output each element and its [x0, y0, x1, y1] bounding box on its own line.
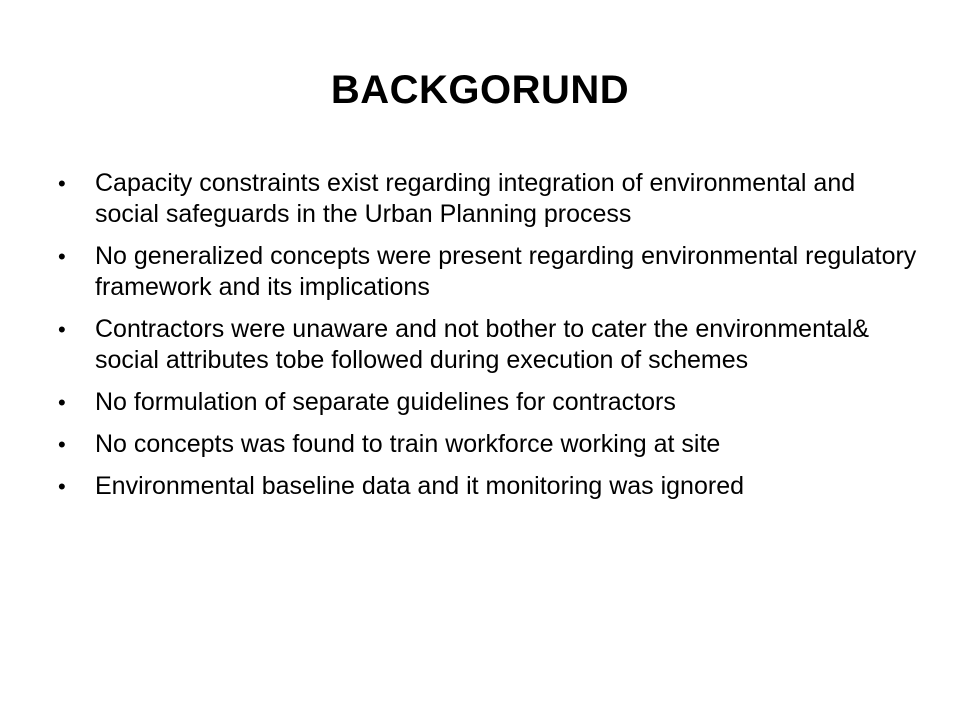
bullet-text: No concepts was found to train workforce working at site	[95, 430, 721, 458]
bullet-text: No generalized concepts were present regarding environmental regulatory framework and its implications	[95, 242, 917, 301]
bullet-dot-icon: •	[58, 317, 66, 342]
bullet-text: Capacity constraints exist regarding integration of environmental and social safeguards in the Urban Planning process	[95, 169, 856, 228]
bullet-item	[58, 241, 918, 303]
bullet-dot-icon: •	[58, 171, 66, 196]
bullet-dot-icon: •	[58, 432, 66, 457]
slide-title: BACKGORUND	[330, 68, 630, 112]
bullet-dot-icon: •	[58, 244, 66, 269]
bullet-item	[58, 387, 918, 418]
bullet-item	[58, 471, 918, 502]
bullet-dot-icon: •	[58, 474, 66, 499]
bullet-list	[58, 168, 918, 513]
bullet-text: No formulation of separate guidelines for contractors	[95, 388, 676, 416]
bullet-item	[58, 168, 918, 230]
bullet-item	[58, 314, 918, 376]
bullet-text: Environmental baseline data and it monitoring was ignored	[95, 472, 744, 500]
bullet-dot-icon: •	[58, 390, 66, 415]
bullet-item	[58, 429, 918, 460]
bullet-text: Contractors were unaware and not bother to cater the environmental& social attributes tobe followed during execution of schemes	[95, 315, 870, 374]
